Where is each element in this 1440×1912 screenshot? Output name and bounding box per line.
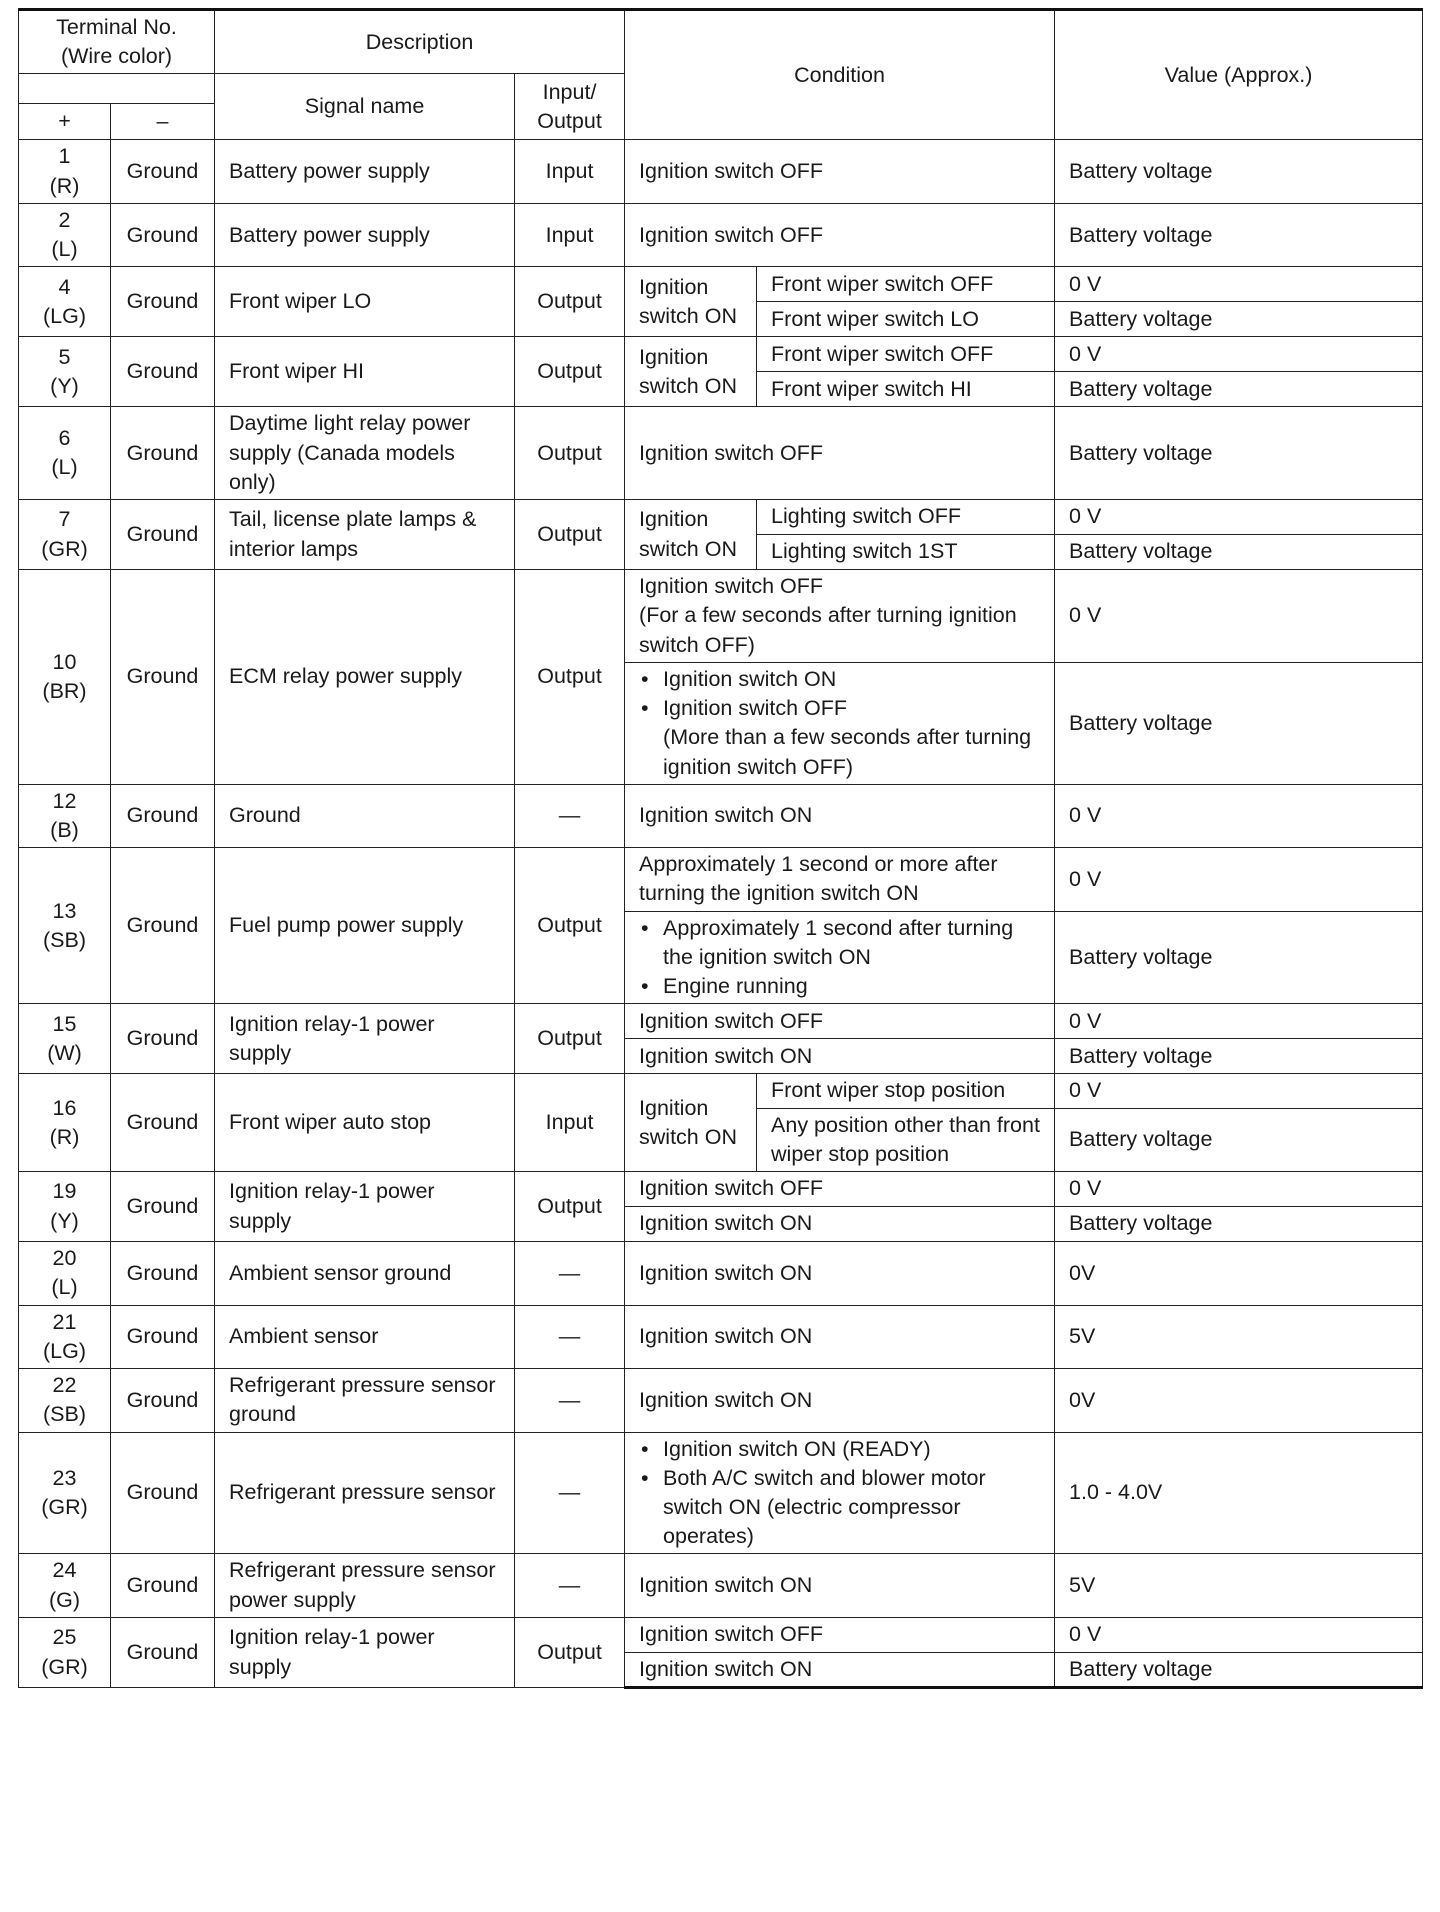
condition-cell xyxy=(625,1432,1055,1554)
value-cell: 1.0 - 4.0V xyxy=(1055,1432,1423,1554)
condition-bullet-item: • Approximately 1 second after turning the ignition switch ON xyxy=(639,914,1040,972)
condition-cell xyxy=(625,911,1055,1004)
io-cell: — xyxy=(515,1554,625,1617)
condition-bullets xyxy=(639,665,1040,782)
io-cell: Output xyxy=(515,500,625,570)
wire-color: (SB) xyxy=(43,927,86,952)
condition-cell: Ignition switch OFF xyxy=(625,203,1055,266)
condition-bullets xyxy=(639,914,1040,1002)
terminal-number: 16 xyxy=(52,1095,77,1120)
wire-color: (G) xyxy=(48,1587,81,1612)
table-row xyxy=(19,1305,1423,1368)
terminal-header-spacer xyxy=(19,74,215,104)
signal-name-cell: Daytime light relay power supply (Canada models only) xyxy=(215,407,515,500)
terminal-cell xyxy=(19,1369,111,1432)
io-cell: Output xyxy=(515,1172,625,1242)
terminal-cell xyxy=(19,140,111,203)
condition-bullet-item: • Engine running xyxy=(639,972,1040,1001)
table-row xyxy=(19,1172,1423,1207)
table-row xyxy=(19,337,1423,372)
wire-color: (SB) xyxy=(43,1402,86,1427)
signal-name-cell: Ignition relay-1 power supply xyxy=(215,1617,515,1687)
condition-bullets xyxy=(639,1435,1040,1552)
wire-color: (R) xyxy=(49,1124,80,1149)
ground-cell: Ground xyxy=(111,1172,215,1242)
io-cell: Output xyxy=(515,407,625,500)
ground-cell: Ground xyxy=(111,570,215,785)
wire-color: (R) xyxy=(49,173,80,198)
terminal-cell xyxy=(19,1004,111,1074)
condition-header: Condition xyxy=(625,10,1055,140)
wire-color: (Y) xyxy=(50,373,79,398)
ground-cell: Ground xyxy=(111,267,215,337)
condition-cell xyxy=(625,662,1055,784)
value-cell: 0 V xyxy=(1055,1172,1423,1207)
terminal-number: 2 xyxy=(58,207,71,232)
terminal-number: 13 xyxy=(52,898,77,923)
value-cell: 0V xyxy=(1055,1242,1423,1305)
wire-color: (GR) xyxy=(41,1494,88,1519)
condition-cell: Ignition switch ON xyxy=(625,1242,1055,1305)
condition-cell: Approximately 1 second or more after turning the ignition switch ON xyxy=(625,848,1055,911)
table-row xyxy=(19,1242,1423,1305)
ground-cell: Ground xyxy=(111,1305,215,1368)
terminal-number: 25 xyxy=(52,1625,77,1650)
value-cell: 0 V xyxy=(1055,570,1423,663)
io-cell: Output xyxy=(515,1004,625,1074)
condition-cell: Ignition switch OFF xyxy=(625,140,1055,203)
wire-color: (L) xyxy=(51,1275,78,1300)
condition-cell: Ignition switch OFF xyxy=(625,1172,1055,1207)
sub-condition-cell: Front wiper switch OFF xyxy=(757,337,1055,372)
terminal-number: 23 xyxy=(52,1465,77,1490)
wire-color: (L) xyxy=(51,455,78,480)
terminal-number: 20 xyxy=(52,1246,77,1271)
condition-cell: Ignition switch ON xyxy=(625,1554,1055,1617)
condition-bullet-item: • Ignition switch OFF (More than a few seconds after turning ignition switch OFF) xyxy=(639,694,1040,782)
table-row xyxy=(19,267,1423,302)
table-row xyxy=(19,1369,1423,1432)
value-cell: Battery voltage xyxy=(1055,1652,1423,1687)
io-cell: Input xyxy=(515,203,625,266)
terminal-number: 24 xyxy=(52,1558,77,1583)
table-row xyxy=(19,407,1423,500)
io-cell: Output xyxy=(515,337,625,407)
value-cell: 0V xyxy=(1055,1369,1423,1432)
value-cell: 0 V xyxy=(1055,1617,1423,1652)
terminal-number: 7 xyxy=(58,507,71,532)
terminal-cell xyxy=(19,267,111,337)
terminal-table xyxy=(18,8,1423,1689)
condition-cell: Ignition switch ON xyxy=(625,1207,1055,1242)
sub-condition-cell: Lighting switch OFF xyxy=(757,500,1055,535)
ground-cell: Ground xyxy=(111,1369,215,1432)
signal-name-cell: Ambient sensor xyxy=(215,1305,515,1368)
wire-color: (GR) xyxy=(41,536,88,561)
table-row xyxy=(19,570,1423,663)
ground-cell: Ground xyxy=(111,1004,215,1074)
io-cell: Output xyxy=(515,267,625,337)
value-cell: Battery voltage xyxy=(1055,1108,1423,1171)
table-row xyxy=(19,203,1423,266)
table-row xyxy=(19,848,1423,911)
terminal-cell xyxy=(19,1554,111,1617)
sub-condition-cell: Front wiper switch HI xyxy=(757,372,1055,407)
condition-cell: Ignition switch OFF xyxy=(625,1004,1055,1039)
table-row xyxy=(19,784,1423,847)
value-header: Value (Approx.) xyxy=(1055,10,1423,140)
terminal-cell xyxy=(19,570,111,785)
ground-cell: Ground xyxy=(111,500,215,570)
value-cell: 0 V xyxy=(1055,1074,1423,1108)
terminal-cell xyxy=(19,500,111,570)
io-cell: — xyxy=(515,1305,625,1368)
signal-name-header: Signal name xyxy=(215,74,515,140)
value-cell: Battery voltage xyxy=(1055,140,1423,203)
terminal-cell xyxy=(19,337,111,407)
io-cell: — xyxy=(515,1369,625,1432)
value-cell: 0 V xyxy=(1055,500,1423,535)
condition-bullet-item: • Both A/C switch and blower motor switch ON (electric compressor operates) xyxy=(639,1464,1040,1552)
terminal-cell xyxy=(19,784,111,847)
terminal-cell xyxy=(19,848,111,1004)
value-cell: 0 V xyxy=(1055,784,1423,847)
condition-main-cell: Ignition switch ON xyxy=(625,337,757,407)
sub-condition-cell: Front wiper switch OFF xyxy=(757,267,1055,302)
signal-name-cell: Front wiper auto stop xyxy=(215,1074,515,1172)
table-row xyxy=(19,1074,1423,1108)
terminal-table-sheet xyxy=(18,8,1422,1689)
table-row xyxy=(19,1554,1423,1617)
value-cell: Battery voltage xyxy=(1055,372,1423,407)
signal-name-cell: Front wiper LO xyxy=(215,267,515,337)
io-cell: Output xyxy=(515,848,625,1004)
signal-name-cell: Refrigerant pressure sensor xyxy=(215,1432,515,1554)
io-cell: Input xyxy=(515,1074,625,1172)
condition-cell: Ignition switch OFF xyxy=(625,407,1055,500)
sub-condition-cell: Any position other than front wiper stop position xyxy=(757,1108,1055,1171)
condition-cell: Ignition switch ON xyxy=(625,1369,1055,1432)
terminal-header: Terminal No. (Wire color) xyxy=(19,10,215,74)
wire-color: (Y) xyxy=(50,1208,79,1233)
signal-name-cell: Refrigerant pressure sensor power supply xyxy=(215,1554,515,1617)
terminal-number: 10 xyxy=(52,649,77,674)
wire-color: (B) xyxy=(50,817,79,842)
ground-cell: Ground xyxy=(111,848,215,1004)
signal-name-cell: ECM relay power supply xyxy=(215,570,515,785)
condition-main-cell: Ignition switch ON xyxy=(625,1074,757,1172)
io-cell: — xyxy=(515,1432,625,1554)
terminal-number: 1 xyxy=(58,144,71,169)
io-header: Input/ Output xyxy=(515,74,625,140)
value-cell: 0 V xyxy=(1055,337,1423,372)
condition-cell: Ignition switch OFF (For a few seconds after turning ignition switch OFF) xyxy=(625,570,1055,663)
sub-condition-cell: Front wiper stop position xyxy=(757,1074,1055,1108)
ground-cell: Ground xyxy=(111,1554,215,1617)
signal-name-cell: Ambient sensor ground xyxy=(215,1242,515,1305)
value-cell: Battery voltage xyxy=(1055,911,1423,1004)
terminal-number: 12 xyxy=(52,788,77,813)
terminal-rows xyxy=(19,140,1423,1688)
sub-condition-cell: Lighting switch 1ST xyxy=(757,535,1055,570)
value-cell: Battery voltage xyxy=(1055,1207,1423,1242)
terminal-number: 5 xyxy=(58,344,71,369)
terminal-number: 4 xyxy=(58,274,71,299)
condition-cell: Ignition switch ON xyxy=(625,1305,1055,1368)
signal-name-cell: Front wiper HI xyxy=(215,337,515,407)
terminal-number: 15 xyxy=(52,1011,77,1036)
ground-cell: Ground xyxy=(111,1617,215,1687)
signal-name-cell: Ground xyxy=(215,784,515,847)
condition-bullet-item: • Ignition switch ON (READY) xyxy=(639,1435,1040,1464)
description-header: Description xyxy=(215,10,625,74)
wire-color: (GR) xyxy=(41,1654,88,1679)
table-row xyxy=(19,1004,1423,1039)
signal-name-cell: Ignition relay-1 power supply xyxy=(215,1172,515,1242)
value-cell: 0 V xyxy=(1055,1004,1423,1039)
signal-name-cell: Battery power supply xyxy=(215,203,515,266)
ground-cell: Ground xyxy=(111,1242,215,1305)
terminal-cell xyxy=(19,1617,111,1687)
ground-cell: Ground xyxy=(111,337,215,407)
ground-cell: Ground xyxy=(111,203,215,266)
terminal-number: 21 xyxy=(52,1309,77,1334)
signal-name-cell: Battery power supply xyxy=(215,140,515,203)
value-cell: 5V xyxy=(1055,1305,1423,1368)
wire-color: (L) xyxy=(51,237,78,262)
io-cell: Output xyxy=(515,1617,625,1687)
condition-cell: Ignition switch ON xyxy=(625,784,1055,847)
wire-color: (BR) xyxy=(42,678,87,703)
ground-cell: Ground xyxy=(111,407,215,500)
terminal-number: 19 xyxy=(52,1179,77,1204)
terminal-cell xyxy=(19,1305,111,1368)
signal-name-cell: Tail, license plate lamps & interior lamps xyxy=(215,500,515,570)
terminal-cell xyxy=(19,203,111,266)
value-cell: 0 V xyxy=(1055,848,1423,911)
ground-cell: Ground xyxy=(111,140,215,203)
sub-condition-cell: Front wiper switch LO xyxy=(757,302,1055,337)
condition-cell: Ignition switch OFF xyxy=(625,1617,1055,1652)
signal-name-cell: Refrigerant pressure sensor ground xyxy=(215,1369,515,1432)
wire-color: (LG) xyxy=(43,1338,86,1363)
terminal-cell xyxy=(19,1242,111,1305)
wire-color: (W) xyxy=(47,1040,82,1065)
minus-header: – xyxy=(111,104,215,140)
value-cell: Battery voltage xyxy=(1055,203,1423,266)
terminal-number: 22 xyxy=(52,1373,77,1398)
terminal-cell xyxy=(19,1074,111,1172)
value-cell: Battery voltage xyxy=(1055,535,1423,570)
plus-header: + xyxy=(19,104,111,140)
table-row xyxy=(19,140,1423,203)
terminal-cell xyxy=(19,1432,111,1554)
signal-name-cell: Ignition relay-1 power supply xyxy=(215,1004,515,1074)
terminal-number: 6 xyxy=(58,426,71,451)
wire-color: (LG) xyxy=(43,303,86,328)
io-cell: — xyxy=(515,1242,625,1305)
ground-cell: Ground xyxy=(111,1432,215,1554)
value-cell: 5V xyxy=(1055,1554,1423,1617)
terminal-cell xyxy=(19,1172,111,1242)
ground-cell: Ground xyxy=(111,1074,215,1172)
condition-main-cell: Ignition switch ON xyxy=(625,267,757,337)
io-cell: — xyxy=(515,784,625,847)
value-cell: 0 V xyxy=(1055,267,1423,302)
value-cell: Battery voltage xyxy=(1055,302,1423,337)
ground-cell: Ground xyxy=(111,784,215,847)
value-cell: Battery voltage xyxy=(1055,1039,1423,1074)
condition-cell: Ignition switch ON xyxy=(625,1652,1055,1687)
io-cell: Input xyxy=(515,140,625,203)
table-row xyxy=(19,1432,1423,1554)
io-cell: Output xyxy=(515,570,625,785)
condition-cell: Ignition switch ON xyxy=(625,1039,1055,1074)
terminal-cell xyxy=(19,407,111,500)
signal-name-cell: Fuel pump power supply xyxy=(215,848,515,1004)
table-row xyxy=(19,1617,1423,1652)
value-cell: Battery voltage xyxy=(1055,407,1423,500)
value-cell: Battery voltage xyxy=(1055,662,1423,784)
table-row xyxy=(19,500,1423,535)
condition-main-cell: Ignition switch ON xyxy=(625,500,757,570)
condition-bullet-item: • Ignition switch ON xyxy=(639,665,1040,694)
